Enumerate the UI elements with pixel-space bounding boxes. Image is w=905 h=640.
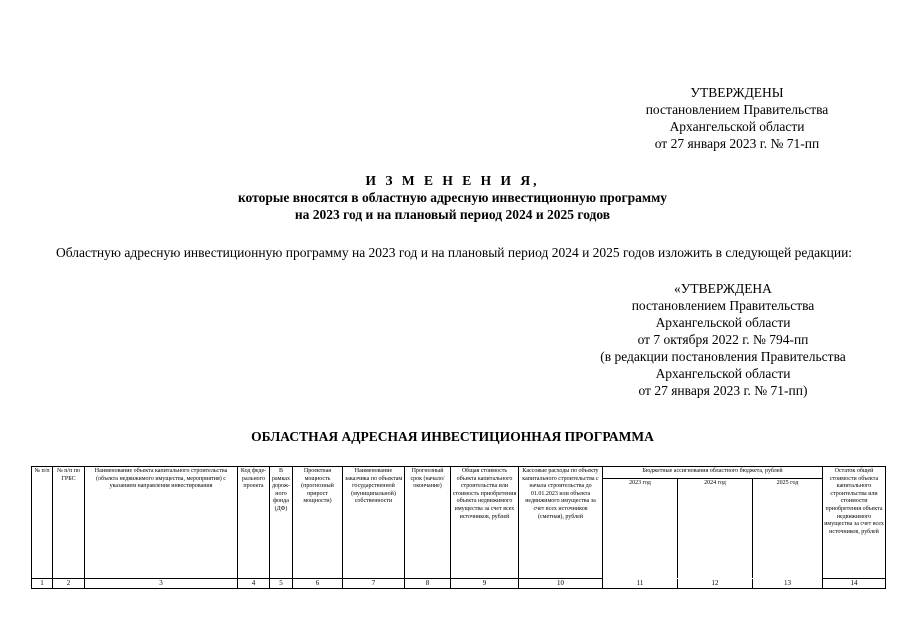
header-year-cell: 2024 год [678, 479, 753, 579]
approval-second-line-5: (в редакции постановления Правительства [600, 349, 846, 364]
header-cell: Проектная мощность (прогнозный прирост мощности) [293, 467, 343, 579]
approval-top-line-2: постановлением Правительства [645, 102, 829, 117]
column-number-cell: 10 [519, 579, 603, 589]
title-line-1: И З М Е Н Е Н И Я, [365, 173, 540, 188]
program-title: ОБЛАСТНАЯ АДРЕСНАЯ ИНВЕСТИЦИОННАЯ ПРОГРАММА [251, 429, 654, 444]
approval-top-line-4: от 27 января 2023 г. № 71-пп [654, 136, 820, 151]
column-number-cell: 5 [270, 579, 293, 589]
column-number-cell: 1 [32, 579, 53, 589]
approval-second-line-3: Архангельской области [655, 315, 791, 330]
header-cell: В рамках дорож-ного фонда (ДФ) [270, 467, 293, 579]
approval-second-line-4: от 7 октября 2022 г. № 794-пп [637, 332, 809, 347]
header-cell: № п/п [32, 467, 53, 579]
header-cell: Прогнозный срок (начало/окончание) [405, 467, 451, 579]
column-number-cell: 3 [85, 579, 238, 589]
approval-top-line-1: УТВЕРЖДЕНЫ [690, 85, 784, 100]
column-number-cell: 14 [823, 579, 886, 589]
intro-paragraph: Областную адресную инвестиционную программу на 2023 год и на плановый период 2024 и 2025 годов изложить в следующей редакции: [56, 245, 853, 260]
header-cell: Код феде-рального проекта [238, 467, 270, 579]
column-number-cell: 6 [293, 579, 343, 589]
header-cell: Наименование объекта капитального строительства (объекта недвижимого имущества, мероприятия) с указанием направления инвестирования [85, 467, 238, 579]
title-line-2: которые вносятся в областную адресную инвестиционную программу [237, 190, 668, 205]
header-cell: № п/п по ГРБС [53, 467, 85, 579]
header-year-cell: 2023 год [603, 479, 678, 579]
approval-stamp-second [568, 280, 878, 399]
approval-second-line-2: постановлением Правительства [631, 298, 815, 313]
header-cell: Общая стоимость объекта капитального строительства или стоимость приобретения объекта недвижимого имущества за счет всех источников, рублей [451, 467, 519, 579]
column-number-cell: 7 [343, 579, 405, 589]
table-header-row [32, 467, 886, 479]
column-number-cell: 13 [753, 579, 823, 589]
column-number-row [32, 579, 886, 589]
column-number-cell: 8 [405, 579, 451, 589]
header-cell: Наименование заказчика по объектам государственной (муниципальной) собственности [343, 467, 405, 579]
header-group-cell: Бюджетные ассигнования областного бюджета, рублей [603, 467, 823, 479]
column-number-cell: 4 [238, 579, 270, 589]
column-number-cell: 9 [451, 579, 519, 589]
document-title [0, 172, 905, 223]
header-year-cell: 2025 год [753, 479, 823, 579]
approval-top-line-3: Архангельской области [669, 119, 805, 134]
approval-second-line-7: от 27 января 2023 г. № 71-пп) [638, 383, 808, 398]
column-number-cell: 11 [603, 579, 678, 589]
approval-stamp-top [607, 84, 867, 152]
header-cell: Остаток общей стоимости объекта капитального строительства или стоимости приобретения объекта недвижимого имущества за счет всех источников, рублей [823, 467, 886, 579]
title-line-3: на 2023 год и на плановый период 2024 и 2025 годов [294, 207, 611, 222]
column-number-cell: 2 [53, 579, 85, 589]
investment-program-table [31, 466, 886, 589]
approval-second-line-6: Архангельской области [655, 366, 791, 381]
header-cell: Кассовые расходы по объекту капитального строительства с начала строительства до 01.01.2023 или объекта недвижимого имущества за счет всех источников (сметная), рублей [519, 467, 603, 579]
approval-second-line-1: «УТВЕРЖДЕНА [674, 281, 772, 296]
column-number-cell: 12 [678, 579, 753, 589]
